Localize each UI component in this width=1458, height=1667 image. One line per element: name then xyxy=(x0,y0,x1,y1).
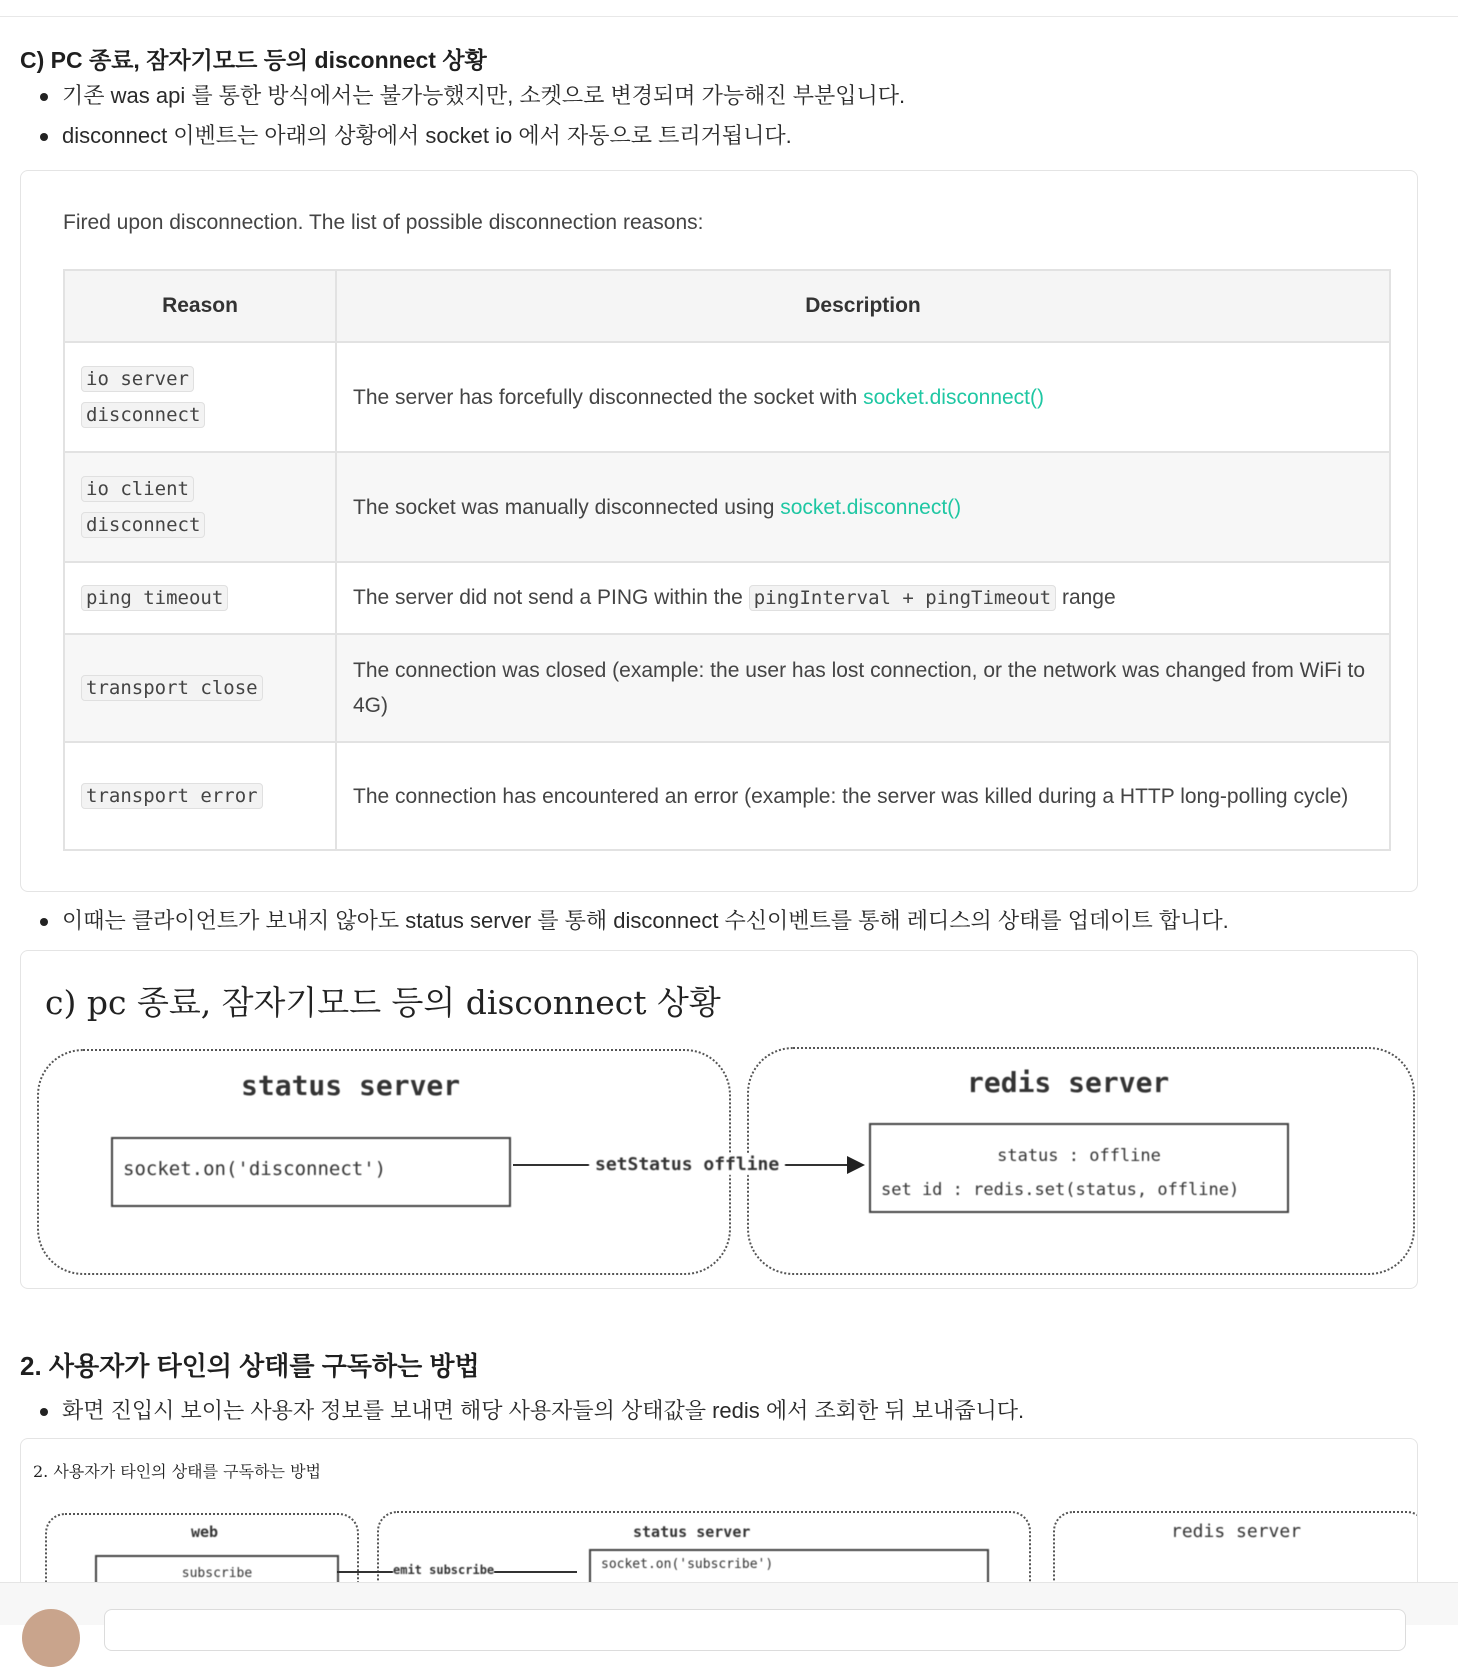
arrow-head-icon xyxy=(847,1156,865,1174)
disconnect-reasons-table xyxy=(63,269,1391,851)
avatar[interactable] xyxy=(22,1609,80,1667)
subscribe-box: subscribe xyxy=(95,1555,339,1619)
top-divider xyxy=(0,0,1458,17)
reason-code: io server xyxy=(81,366,194,392)
reason-description: range xyxy=(1056,586,1116,609)
table-row xyxy=(64,634,1390,742)
ping-config-code: pingInterval + pingTimeout xyxy=(749,585,1056,611)
table-row xyxy=(64,342,1390,452)
redis-set-box xyxy=(869,1123,1289,1213)
bullet-1: 기존 was api 를 통한 방식에서는 불가능했지만, 소켓으로 변경되며 가능해진 부분입니다. xyxy=(62,81,905,111)
reason-code: transport error xyxy=(81,783,263,809)
status-server-label: status server xyxy=(241,1069,461,1102)
bullet-3: 이때는 클라이언트가 보내지 않아도 status server 를 통해 disconnect 수신이벤트를 통해 레디스의 상태를 업데이트 합니다. xyxy=(62,906,1229,936)
diagram-2-title: 2. 사용자가 타인의 상태를 구독하는 방법 xyxy=(33,1462,321,1481)
table-row xyxy=(64,562,1390,634)
col-header-description: Description xyxy=(336,270,1390,342)
status-server-label-2: status server xyxy=(633,1523,751,1541)
col-header-reason: Reason xyxy=(64,270,336,342)
disconnect-intro: Fired upon disconnection. The list of possible disconnection reasons: xyxy=(63,211,704,234)
redis-server-label: redis server xyxy=(967,1066,1170,1099)
socket-disconnect-link[interactable]: socket.disconnect() xyxy=(863,385,1045,409)
arrow-label: setStatus offline xyxy=(589,1154,785,1175)
disconnect-diagram-image xyxy=(20,950,1418,1289)
reason-description: The connection has encountered an error (example: the server was killed during a HTTP long-polling cycle) xyxy=(336,742,1390,850)
reason-code: transport close xyxy=(81,675,263,701)
redis-set-line: set id : redis.set(status, offline) xyxy=(881,1180,1240,1200)
section-c-heading: C) PC 종료, 잠자기모드 등의 disconnect 상황 xyxy=(20,47,487,73)
bullet-4: 화면 진입시 보이는 사용자 정보를 보내면 해당 사용자들의 상태값을 redis 에서 조회한 뒤 보내줍니다. xyxy=(62,1396,1024,1426)
reason-code: disconnect xyxy=(81,512,205,538)
reason-code: io client xyxy=(81,476,194,502)
table-row xyxy=(64,742,1390,850)
reason-description: The server has forcefully disconnected the socket with xyxy=(353,385,864,409)
redis-status-line: status : offline xyxy=(997,1146,1161,1166)
reason-description: The socket was manually disconnected using xyxy=(353,495,781,519)
table-row xyxy=(64,452,1390,562)
socket-disconnect-link[interactable]: socket.disconnect() xyxy=(780,495,962,519)
reason-code: disconnect xyxy=(81,402,205,428)
disconnect-reasons-image xyxy=(20,170,1418,892)
comment-bar xyxy=(0,1582,1458,1625)
section-2-heading: 2. 사용자가 타인의 상태를 구독하는 방법 xyxy=(20,1351,480,1381)
arrow-label-2: emit subscribe xyxy=(393,1563,495,1577)
comment-input[interactable] xyxy=(104,1609,1406,1651)
reason-description: The connection was closed (example: the user has lost connection, or the network was changed from WiFi to 4G) xyxy=(336,634,1390,742)
socket-subscribe-box: socket.on('subscribe') xyxy=(589,1549,989,1609)
reason-code: ping timeout xyxy=(81,585,228,611)
web-label: web xyxy=(191,1523,219,1541)
diagram-title: c) pc 종료, 잠자기모드 등의 disconnect 상황 xyxy=(45,983,721,1022)
socket-disconnect-box: socket.on('disconnect') xyxy=(111,1137,511,1207)
reason-description: The server did not send a PING within the xyxy=(353,586,749,609)
bullet-2: disconnect 이벤트는 아래의 상황에서 socket io 에서 자동으로 트리거됩니다. xyxy=(62,121,792,151)
redis-server-label-2: redis server xyxy=(1171,1521,1302,1542)
